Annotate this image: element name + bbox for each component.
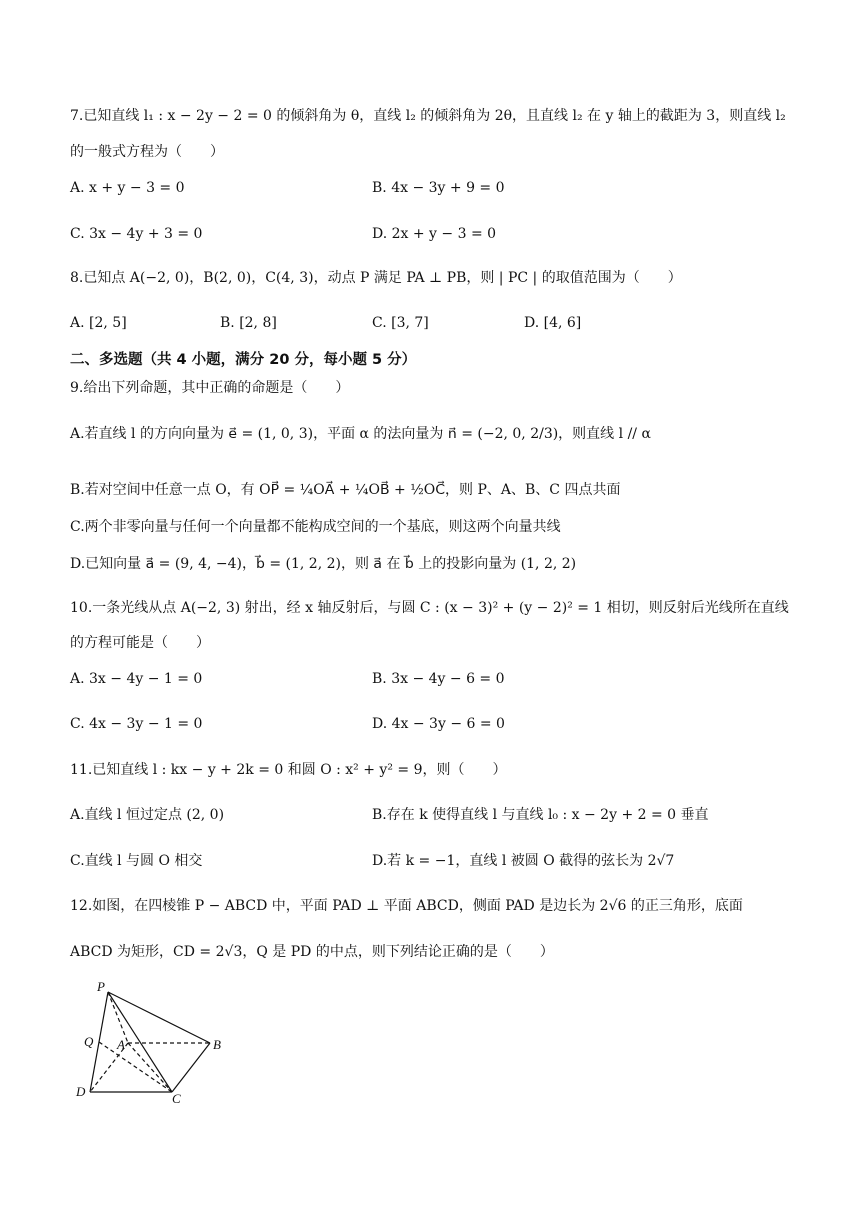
q7-option-a: A. x + y − 3 = 0 [70,180,185,196]
q8-option-b: B. [2, 8] [220,315,277,331]
q10-option-d: D. 4x − 3y − 6 = 0 [372,716,505,732]
q11-option-b: B.存在 k 使得直线 l 与直线 l₀ : x − 2y + 2 = 0 垂直 [372,807,709,823]
label-b: B [213,1037,221,1052]
q11-option-a: A.直线 l 恒过定点 (2, 0) [70,807,225,823]
edge-ac [128,1043,172,1092]
q10-option-a: A. 3x − 4y − 1 = 0 [70,671,203,687]
q7-stem-line2: 的一般式方程为（ ） [70,144,224,160]
q11-option-d: D.若 k = −1，直线 l 被圆 O 截得的弦长为 2√7 [372,853,675,869]
q9-option-a: A.若直线 l 的方向向量为 e⃗ = (1, 0, 3)，平面 α 的法向量为 n⃗ = (−2, 0, 2/3)，则直线 l // α [70,426,651,442]
q8-option-d: D. [4, 6] [524,315,582,331]
edge-pb [108,992,210,1043]
label-a: A [117,1037,125,1052]
q12-stem-line1: 12.如图，在四棱锥 P − ABCD 中，平面 PAD ⊥ 平面 ABCD，侧面 PAD 是边长为 2√6 的正三角形，底面 [70,898,743,914]
label-p: P [97,979,105,994]
edge-cb [172,1043,210,1092]
q12-stem-line2: ABCD 为矩形，CD = 2√3，Q 是 PD 的中点，则下列结论正确的是（ ） [70,944,554,960]
q9-stem-line1: 9.给出下列命题，其中正确的命题是（ ） [70,380,350,396]
q7-option-c: C. 3x − 4y + 3 = 0 [70,226,203,242]
q10-stem-line2: 的方程可能是（ ） [70,635,210,651]
q7-stem-line1: 7.已知直线 l₁ : x − 2y − 2 = 0 的倾斜角为 θ，直线 l₂ 的倾斜角为 2θ，且直线 l₂ 在 y 轴上的截距为 3，则直线 l₂ [70,108,786,124]
q11-option-c: C.直线 l 与圆 O 相交 [70,853,203,869]
q7-option-d: D. 2x + y − 3 = 0 [372,226,497,242]
q8-option-a: A. [2, 5] [70,315,127,331]
q10-option-b: B. 3x − 4y − 6 = 0 [372,671,505,687]
q7-option-b: B. 4x − 3y + 9 = 0 [372,180,505,196]
q9-option-d: D.已知向量 a⃗ = (9, 4, −4)，b⃗ = (1, 2, 2)，则 a⃗ 在 b⃗ 上的投影向量为 (1, 2, 2) [70,556,577,572]
q8-option-c: C. [3, 7] [372,315,429,331]
pyramid-figure [70,975,240,1105]
label-d: D [76,1084,86,1099]
label-q: Q [84,1034,94,1049]
section-heading-multiple-choice: 二、多选题（共 4 小题，满分 20 分，每小题 5 分） [70,352,417,368]
q11-stem-line1: 11.已知直线 l : kx − y + 2k = 0 和圆 O : x² + y² = 9，则（ ） [70,762,507,778]
q9-option-b: B.若对空间中任意一点 O，有 OP⃗ = ¼OA⃗ + ¼OB⃗ + ½OC⃗，则 P、A、B、C 四点共面 [70,482,621,498]
q9-option-c: C.两个非零向量与任何一个向量都不能构成空间的一个基底，则这两个向量共线 [70,519,561,535]
label-c: C [172,1091,181,1105]
q8-stem-line1: 8.已知点 A(−2, 0)，B(2, 0)，C(4, 3)，动点 P 满足 PA ⊥ PB，则 | PC | 的取值范围为（ ） [70,270,682,286]
q10-stem-line1: 10.一条光线从点 A(−2, 3) 射出，经 x 轴反射后，与圆 C : (x − 3)² + (y − 2)² = 1 相切，则反射后光线所在直线 [70,600,789,616]
q10-option-c: C. 4x − 3y − 1 = 0 [70,716,203,732]
